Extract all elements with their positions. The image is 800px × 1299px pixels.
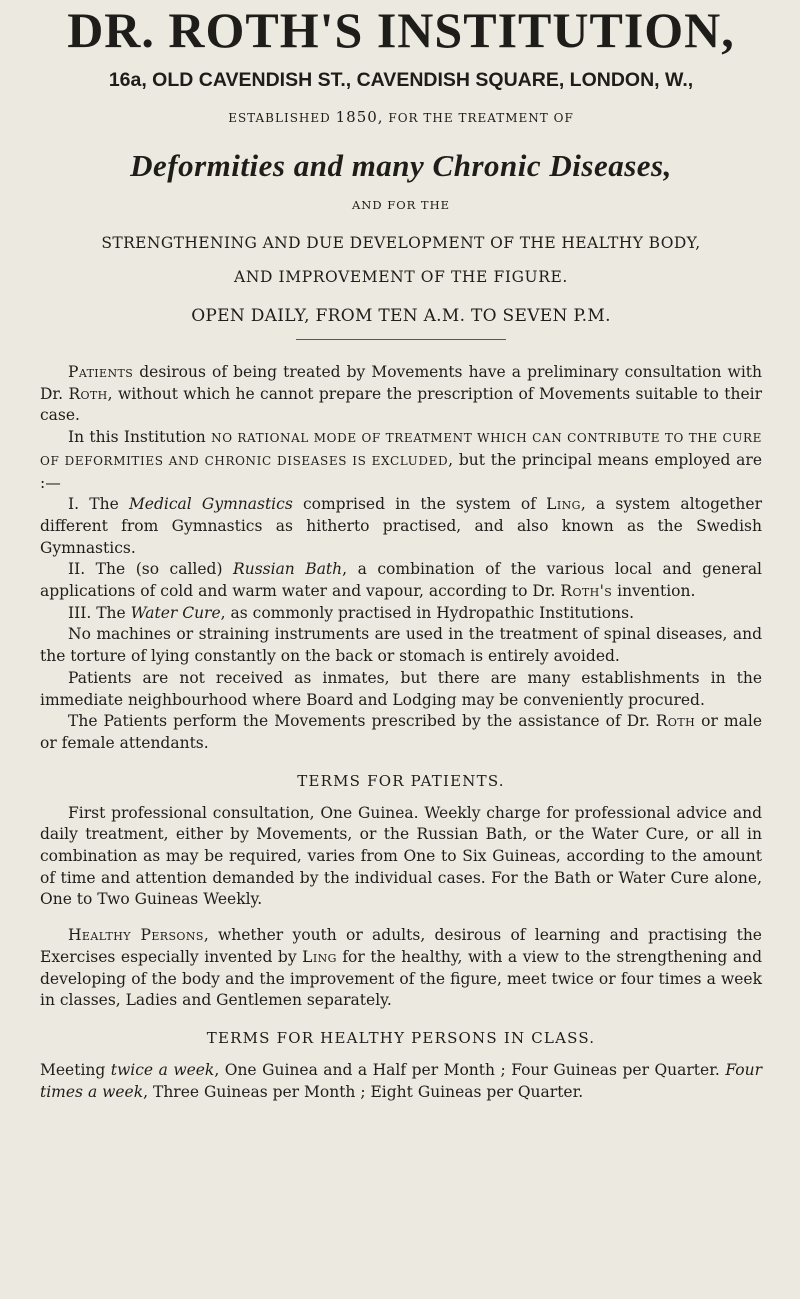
- intro-p2-text-a: In this Institution: [68, 428, 212, 447]
- list-item-medical-gymnastics: [40, 494, 762, 559]
- ling-name: Ling: [546, 495, 581, 514]
- divider-rule: [296, 339, 506, 340]
- item3-text-a: , as commonly practised in Hydropathic Institutions.: [220, 603, 634, 622]
- item1-text-b: , a system altogether different from Gymnastics as hitherto practised, and also known as the Swedish Gymnastics.: [40, 495, 762, 557]
- intro-section: [40, 362, 762, 755]
- intro-paragraph-attendants: [40, 711, 762, 754]
- healthy-persons-section: [40, 925, 762, 1012]
- item2-text-b: invention.: [612, 582, 696, 601]
- intro-p1-text-a: desirous of being treated by Movements have a preliminary consultation with Dr.: [40, 363, 762, 403]
- item1-title: Medical Gymnastics: [128, 495, 293, 514]
- blackletter-heading: Deformities and many Chronic Diseases,: [130, 148, 672, 183]
- roths-name: Roth's: [560, 582, 613, 601]
- roth-name-2: Roth: [655, 712, 696, 731]
- class-text-c: , Three Guineas per Month ; Eight Guineas per Quarter.: [143, 1082, 584, 1101]
- healthy-lead: Healthy Persons: [68, 926, 204, 945]
- patients-lead: Patients: [68, 363, 134, 381]
- established-line: [40, 108, 762, 127]
- established-purpose: FOR THE TREATMENT OF: [388, 111, 574, 125]
- intro-p1-text-b: , without which he cannot prepare the prescription of Movements suitable to their case.: [40, 384, 762, 425]
- terms-class-text: [40, 1060, 762, 1103]
- intro-p2-text-b: , but the principal means employed are :—: [40, 450, 762, 492]
- established-year: 1850,: [335, 108, 384, 126]
- and-for-line: AND FOR THE: [351, 198, 451, 212]
- item2-number: II. The (so called): [68, 560, 234, 579]
- opening-hours: OPEN DAILY, FROM TEN A.M. TO SEVEN P.M.: [191, 306, 611, 326]
- intro-p5-text-a: The Patients perform the Movements prescribed by the assistance of Dr.: [68, 712, 656, 731]
- class-text-b: , One Guinea and a Half per Month ; Four Guineas per Quarter.: [214, 1060, 726, 1079]
- intro-p2-caps: NO RATIONAL MODE OF TREATMENT WHICH CAN CONTRIBUTE TO THE CURE OF DEFORMITIES AND CHRONIC DISEASES IS EXCLUDED: [40, 431, 762, 468]
- class-four-times-week: Four times a week: [40, 1060, 762, 1101]
- healthy-text-a: , whether youth or adults, desirous of learning and practising the Exercises especially invented by: [40, 926, 762, 966]
- established-label: ESTABLISHED: [228, 111, 331, 125]
- subtitle-strengthening: STRENGTHENING AND DUE DEVELOPMENT OF THE HEALTHY BODY,: [101, 234, 701, 252]
- terms-class-section: [40, 1060, 762, 1103]
- intro-paragraph-machines: No machines or straining instruments are used in the treatment of spinal diseases, and the torture of lying constantly on the back or stomach is entirely avoided.: [40, 625, 762, 666]
- terms-class-heading: TERMS FOR HEALTHY PERSONS IN CLASS.: [206, 1028, 596, 1047]
- item3-title: Water Cure: [130, 603, 221, 622]
- ling-name-2: Ling: [302, 947, 337, 966]
- roth-name: Roth: [68, 384, 108, 403]
- intro-p5-text-b: or male or female attendants.: [40, 712, 762, 752]
- address-line: 16a, OLD CAVENDISH ST., CAVENDISH SQUARE, LONDON, W.,: [108, 69, 694, 91]
- class-twice-week: twice a week: [110, 1060, 215, 1079]
- list-item-russian-bath: [40, 559, 762, 602]
- item3-number: III. The: [68, 603, 131, 622]
- subtitle-improvement: AND IMPROVEMENT OF THE FIGURE.: [234, 268, 568, 286]
- healthy-text-b: for the healthy, with a view to the strengthening and developing of the body and the improvement of the figure, meet twice or four times a week in classes, Ladies and Gentlemen separately.: [40, 947, 762, 1010]
- terms-patients-text: First professional consultation, One Guinea. Weekly charge for professional advice and daily treatment, either by Movements, or the Russian Bath, or the Water Cure, or all in combination as may be required, varies from One to Six Guineas, according to the amount of time and attention demanded by the individual cases. For the Bath or Water Cure alone, One to Two Guineas Weekly.: [40, 803, 762, 909]
- item1-text-a: comprised in the system of: [292, 495, 547, 514]
- page-title: DR. ROTH'S INSTITUTION,: [67, 2, 735, 58]
- class-text-a: Meeting: [40, 1060, 111, 1079]
- terms-patients-heading: TERMS FOR PATIENTS.: [297, 771, 505, 790]
- intro-paragraph-1: [40, 362, 762, 427]
- spacer: [40, 911, 762, 925]
- list-item-water-cure: [40, 603, 762, 625]
- item2-title: Russian Bath: [233, 560, 343, 579]
- item1-number: I. The: [68, 495, 129, 514]
- terms-patients-section: [40, 803, 762, 912]
- healthy-persons-text: [40, 925, 762, 1012]
- intro-paragraph-2: [40, 427, 762, 494]
- item2-text-a: , a combination of the various local and general applications of cold and warm water and vapour, according to Dr.: [40, 560, 763, 601]
- intro-paragraph-inmates: Patients are not received as inmates, but there are many establishments in the immediate neighbourhood where Board and Lodging may be conveniently procured.: [40, 668, 762, 709]
